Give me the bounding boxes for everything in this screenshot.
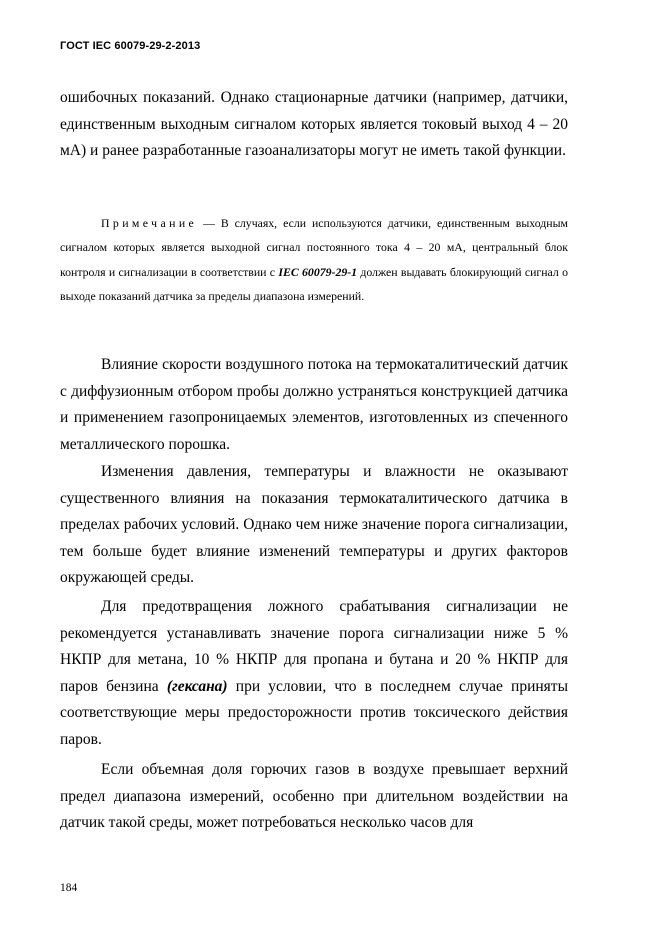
note-dash: — — [197, 216, 221, 230]
paragraph-continuation: ошибочных показаний. Однако стационарные датчики (например, датчики, единственным выходным сигналом которых является токовый выход 4 – 20 мА) и ранее разработанные газоанализаторы могут не иметь такой функции. — [60, 89, 568, 160]
paragraph-over-range: Если объемная доля горючих газов в воздухе превышает верхний предел диапазона измерений, особенно при длительном воздействии на датчик такой среды, может потребоваться несколько часов для — [60, 761, 568, 832]
paragraph-alarm-threshold-before: Для предотвращения ложного срабатывания сигнализации не рекомендуется устанавливать значение порога сигнализации ниже 5 % НКПР для метана, 10 % НКПР для пропана и бутана и 20 % НКПР для паров бензина — [60, 598, 568, 695]
document-header: ГОСТ IEC 60079-29-2-2013 — [60, 40, 201, 52]
paragraph-airflow-influence: Влияние скорости воздушного потока на термокаталитический датчик с диффузионным отбором пробы должно устраняться конструкцией датчика и применением газопроницаемых элементов, изготовленных из спеченного металлического порошка. — [60, 356, 568, 453]
hexane-emphasis: (гексана) — [166, 677, 228, 695]
note-label: Примечание — [101, 216, 198, 230]
note-text-before: В случаях, если используются датчики, единственным выходным сигналом которых является выходной сигнал постоянного тока 4 – 20 мА, центральный блок контроля и сигнализации в соответствии с — [60, 216, 568, 279]
paragraph-environment-influence: Изменения давления, температуры и влажности не оказывают существенного влияния на показания термокаталитического датчика в пределах рабочих условий. Однако чем ниже значение порога сигнализации, тем больше будет влияние изменений температуры и других факторов окружающей среды. — [60, 463, 568, 587]
page-number: 184 — [60, 882, 78, 894]
paragraph-alarm-threshold-after: при условии, что в последнем случае приняты соответствующие меры предосторожности против токсического действия паров. — [60, 677, 568, 748]
note-text-after: должен выдавать блокирующий сигнал о выходе показаний датчика за пределы диапазона измерений. — [60, 264, 568, 304]
paragraph-alarm-threshold — [60, 594, 568, 754]
note-block — [60, 211, 568, 309]
note-standard-reference: IEC 60079-29-1 — [278, 264, 358, 279]
